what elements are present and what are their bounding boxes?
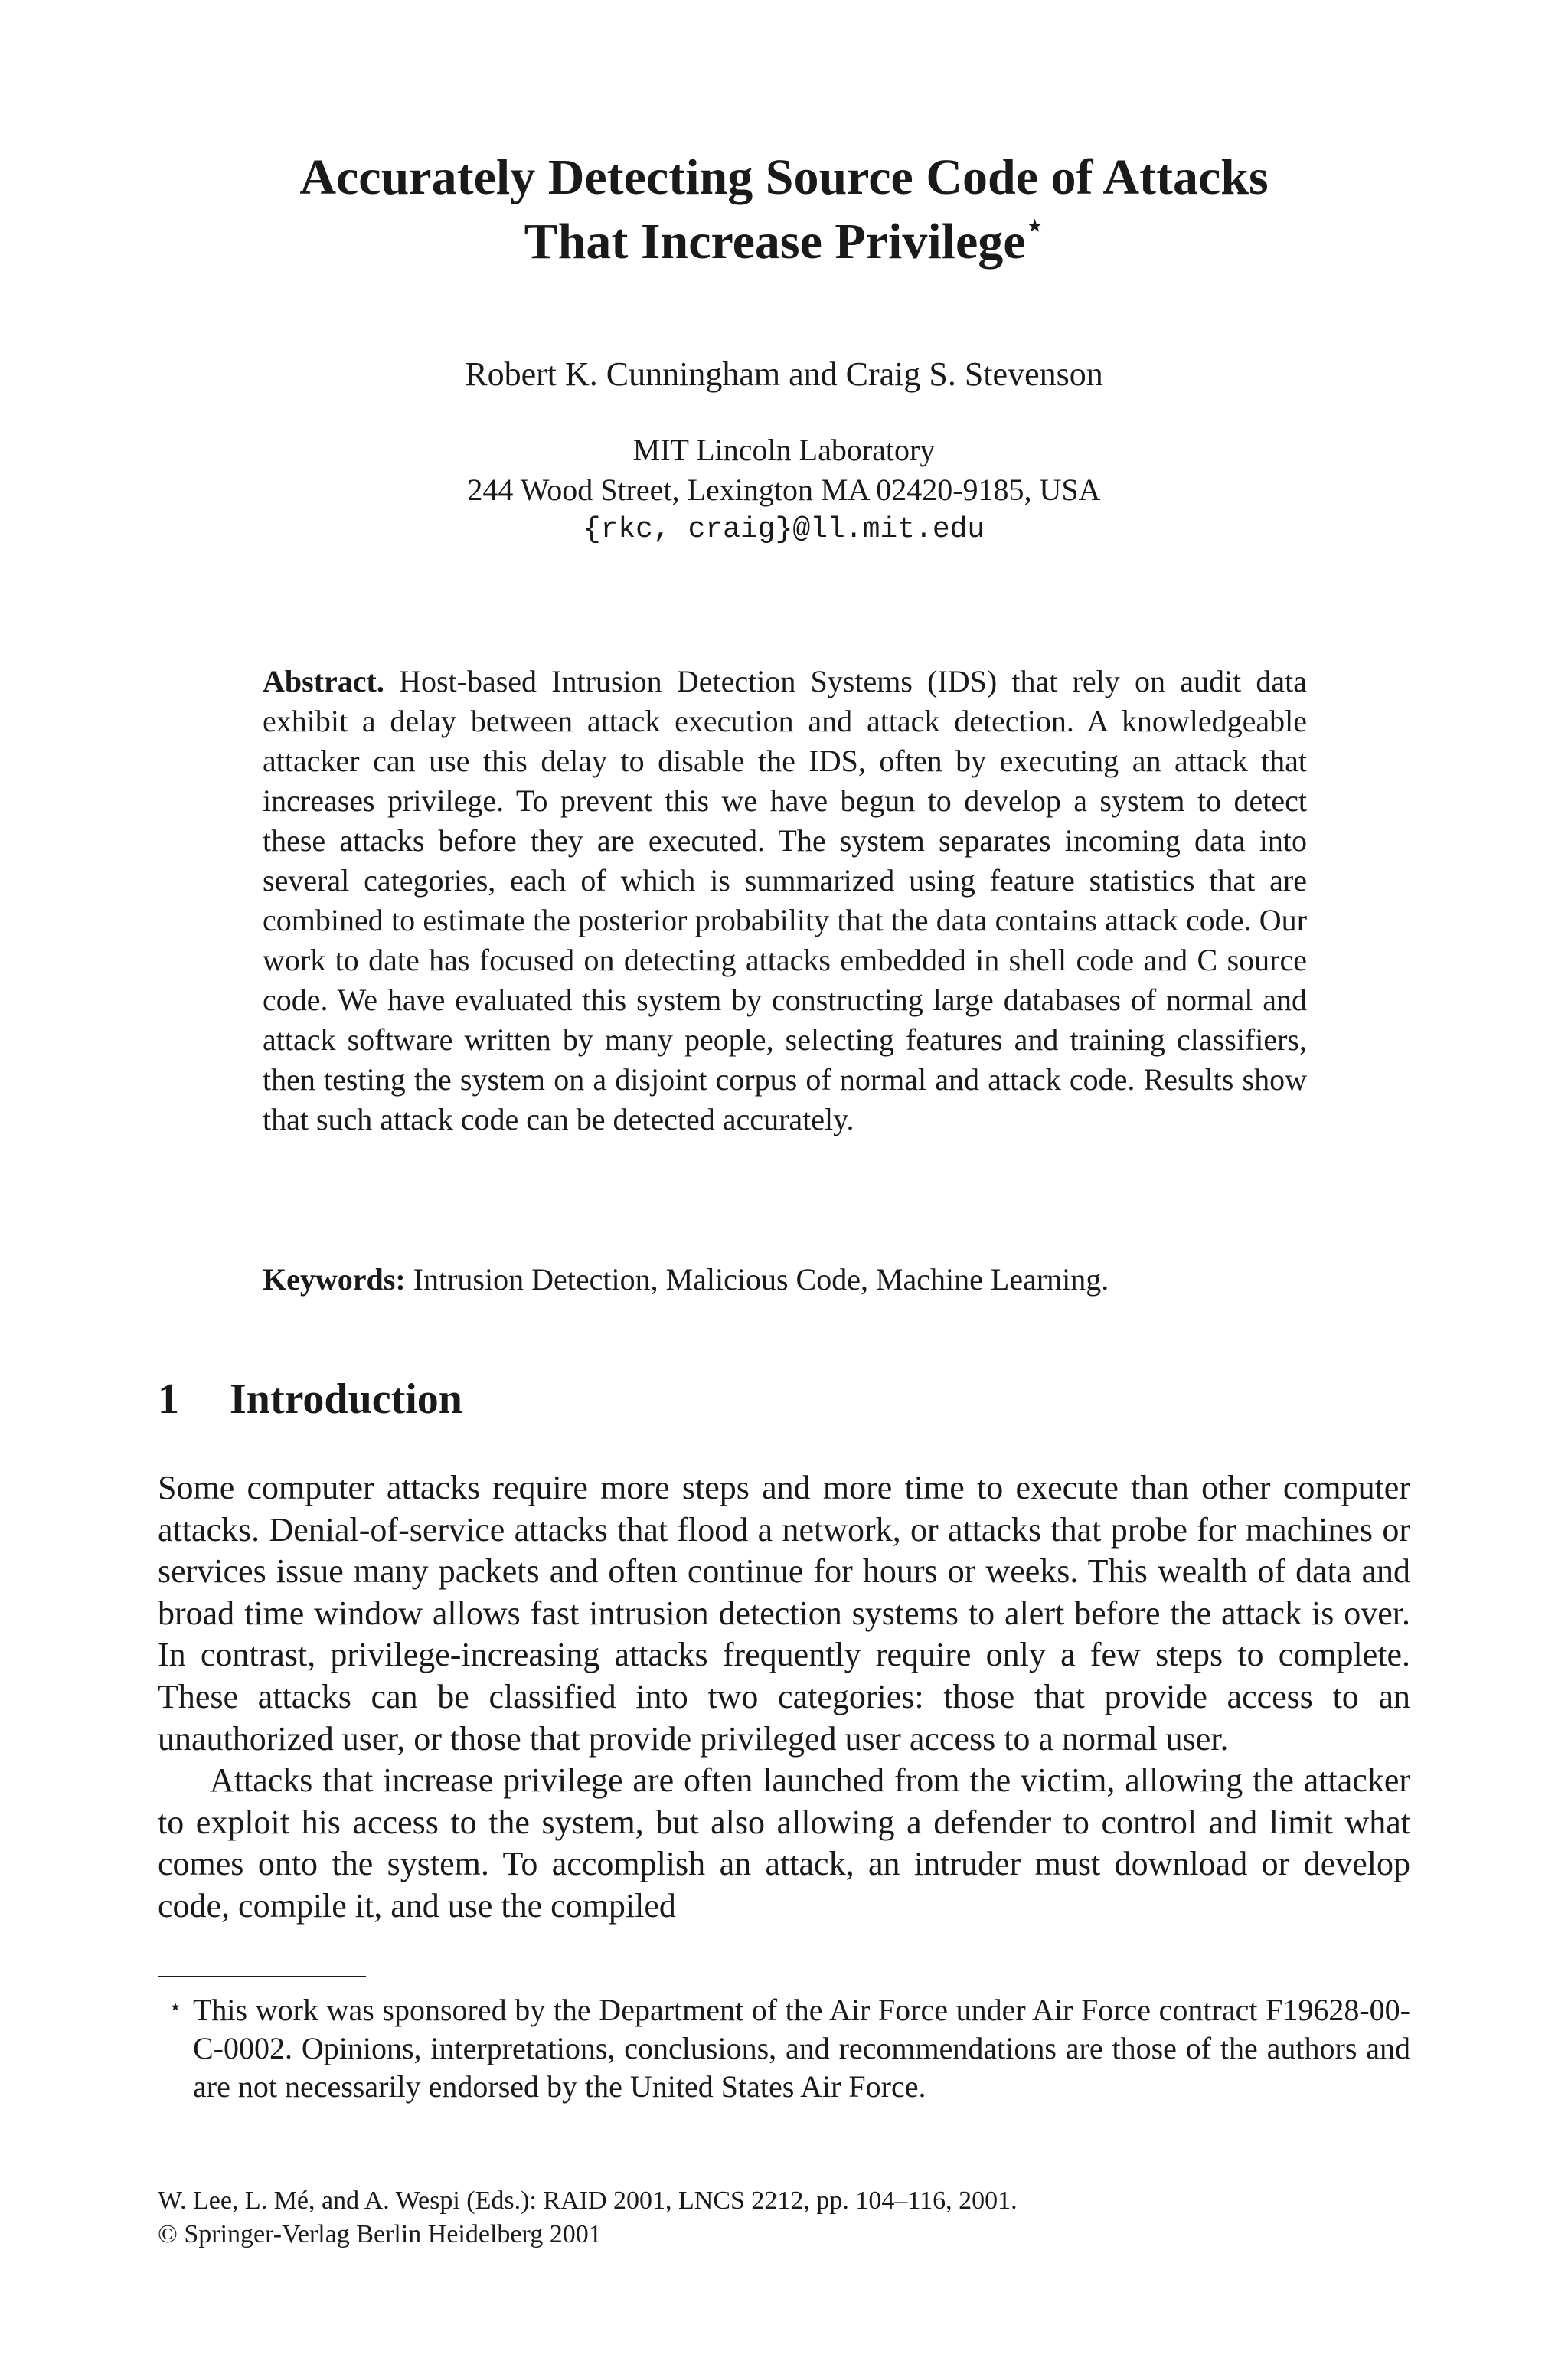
affiliation <box>153 430 1415 550</box>
abstract <box>263 662 1307 1140</box>
body-paragraph-2: Attacks that increase privilege are often launched from the victim, allowing the attacker to exploit his access to the system, but also allowing a defender to control and limit what comes onto the system. To accomplish an attack, an intruder must download or develop code, compile it, and use the compiled <box>158 1761 1410 1925</box>
body-text <box>158 1467 1410 1928</box>
institution: MIT Lincoln Laboratory <box>632 433 936 467</box>
citation-line-2: © Springer-Verlag Berlin Heidelberg 2001 <box>158 2220 602 2248</box>
keywords-label: Keywords: <box>263 1262 406 1297</box>
author-list: Robert K. Cunningham and Craig S. Stevenson <box>465 355 1103 393</box>
footnote <box>158 1991 1410 2106</box>
keywords-text: Intrusion Detection, Malicious Code, Machine Learning. <box>413 1262 1109 1297</box>
title-line-2-text: That Increase Privilege <box>524 214 1026 270</box>
paper-title <box>153 146 1415 274</box>
section-number: 1 <box>158 1375 179 1423</box>
title-line-2 <box>153 210 1415 274</box>
citation <box>158 2184 1410 2252</box>
author-email[interactable]: {rkc, craig}@ll.mit.edu <box>583 513 985 546</box>
title-line-1: Accurately Detecting Source Code of Attacks <box>299 149 1269 205</box>
section-heading <box>158 1372 462 1426</box>
footnote-mark: ⋆ <box>168 1994 183 2019</box>
abstract-text: Host-based Intrusion Detection Systems (IDS) that rely on audit data exhibit a delay between attack execution and attack detection. A knowledgeable attacker can use this delay to disable the IDS, often by executing an attack that increases privilege. To prevent this we have begun to develop a system to detect these attacks before they are executed. The system separates incoming data into several categories, each of which is summarized using feature statistics that are combined to estimate the posterior probability that the data contains attack code. Our work to date has focused on detecting attacks embedded in shell code and C source code. We have evaluated this system by constructing large databases of normal and attack software written by many people, selecting features and training classifiers, then testing the system on a disjoint corpus of normal and attack code. Results show that such attack code can be detected accurately. <box>263 664 1307 1136</box>
title-footnote-mark[interactable]: ⋆ <box>1025 210 1044 242</box>
citation-line-1: W. Lee, L. Mé, and A. Wespi (Eds.): RAID 2001, LNCS 2212, pp. 104–116, 2001. <box>158 2186 1018 2215</box>
body-paragraph-1: Some computer attacks require more steps and more time to execute than other computer attacks. Denial-of-service attacks that flood a network, or attacks that probe for machines or services issue many packets and often continue for hours or weeks. This wealth of data and broad time window allows fast intrusion detection systems to alert before the attack is over. In contrast, privilege-increasing attacks frequently require only a few steps to complete. These attacks can be classified into two categories: those that provide access to an unauthorized user, or those that provide privileged user access to a normal user. <box>158 1469 1410 1758</box>
abstract-label: Abstract. <box>263 664 384 698</box>
section-title: Introduction <box>230 1375 462 1423</box>
footnote-rule <box>158 1976 366 1977</box>
address: 244 Wood Street, Lexington MA 02420-9185, USA <box>467 473 1101 507</box>
footnote-text: This work was sponsored by the Department of the Air Force under Air Force contract F19628-00-C-0002. Opinions, interpretations, conclusions, and recommendations are those of the authors and are not necessarily endorsed by the United States Air Force. <box>193 1993 1410 2104</box>
keywords <box>263 1260 1307 1300</box>
